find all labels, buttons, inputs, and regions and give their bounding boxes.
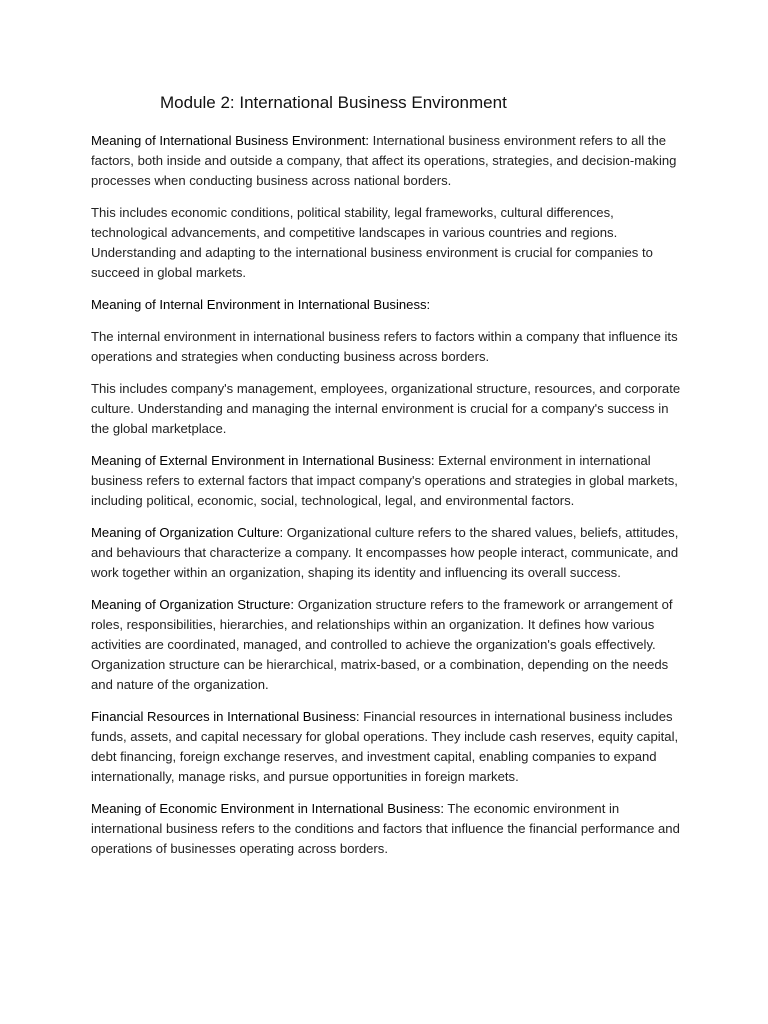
paragraph-intl-business-environment: [91, 131, 687, 191]
paragraph-text: International business environment refers to all the factors, both inside and outside a company, that affect its operations, strategies, and decision-making processes when conducting business across national borders.: [91, 133, 677, 188]
paragraph-heading: Meaning of Organization Culture:: [91, 525, 284, 540]
paragraph-heading: Meaning of Organization Structure:: [91, 597, 295, 612]
paragraph-heading: Meaning of External Environment in International Business:: [91, 453, 435, 468]
paragraph-heading: Meaning of International Business Environment:: [91, 133, 370, 148]
paragraph-internal-environment-heading: [91, 295, 687, 315]
paragraph-text: External environment in international business refers to external factors that impact company's operations and strategies in global markets, including political, economic, social, technological, legal, and environmental factors.: [91, 453, 678, 508]
paragraph-text: The internal environment in international business refers to factors within a company that influence its operations and strategies when conducting business across borders.: [91, 329, 678, 364]
paragraph-financial-resources: [91, 707, 687, 787]
paragraph-includes-economic-conditions: [91, 203, 687, 283]
paragraph-text: This includes company's management, employees, organizational structure, resources, and corporate culture. Understanding and managing the internal environment is crucial for a company's success in the global marketplace.: [91, 381, 681, 436]
page-title: Module 2: International Business Environment: [160, 93, 507, 112]
paragraph-text: The economic environment in international business refers to the conditions and factors that influence the financial performance and operations of businesses operating across borders.: [91, 801, 680, 856]
paragraph-internal-environment: [91, 327, 687, 367]
paragraph-text: Financial resources in international business includes funds, assets, and capital necessary for global operations. They include cash reserves, equity capital, debt financing, foreign exchange reserves, and investment capital, enabling companies to expand internationally, manage risks, and pursue opportunities in foreign markets.: [91, 709, 679, 784]
document-body: [91, 131, 687, 871]
paragraph-heading: Meaning of Economic Environment in International Business:: [91, 801, 444, 816]
paragraph-heading: Meaning of Internal Environment in International Business:: [91, 297, 431, 312]
paragraph-economic-environment: [91, 799, 687, 859]
paragraph-includes-management: [91, 379, 687, 439]
paragraph-heading: Financial Resources in International Business:: [91, 709, 360, 724]
paragraph-external-environment: [91, 451, 687, 511]
paragraph-text: Organization structure refers to the framework or arrangement of roles, responsibilities, hierarchies, and relationships within an organization. It defines how various activities are coordinated, managed, and controlled to achieve the organization's goals effectively. Organization structure can be hierarchical, matrix-based, or a combination, depending on the needs and nature of the organization.: [91, 597, 673, 692]
paragraph-text: This includes economic conditions, political stability, legal frameworks, cultural differences, technological advancements, and competitive landscapes in various countries and regions. Understanding and adapting to the international business environment is crucial for companies to succeed in global markets.: [91, 205, 653, 280]
paragraph-organization-culture: [91, 523, 687, 583]
paragraph-organization-structure: [91, 595, 687, 695]
paragraph-text: Organizational culture refers to the shared values, beliefs, attitudes, and behaviours that characterize a company. It encompasses how people interact, communicate, and work together within an organization, shaping its identity and influencing its overall success.: [91, 525, 679, 580]
